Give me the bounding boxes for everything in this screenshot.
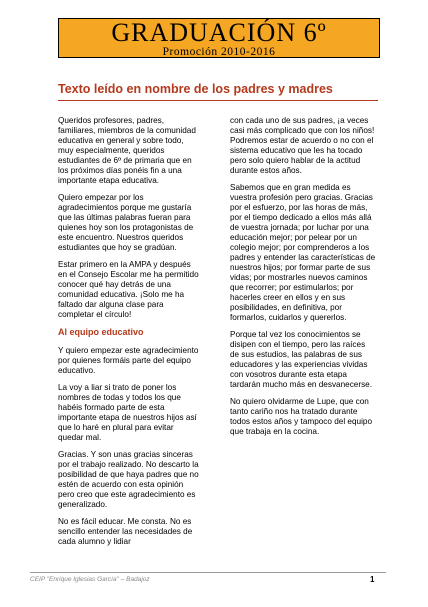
graduation-banner bbox=[58, 18, 380, 58]
paragraph: Porque tal vez los conocimientos se disipen con el tiempo, pero las raíces de sus estudios, las palabras de sus educadores y las experiencias vividas con vosotros durante esta etapa tardarán mucho más en desvanecerse. bbox=[230, 330, 372, 389]
paragraph: No quiero olvidarme de Lupe, que con tanto cariño nos ha tratado durante todos estos años y tampoco del equipo que trabaja en la cocina. bbox=[230, 397, 373, 436]
paragraph: con cada uno de sus padres, ¡a veces casi más complicado que con los niños! Podremos estar de acuerdo o no con el sistema educativo que les ha tocado pero solo quiero hablar de la actitud durante estos años. bbox=[230, 116, 375, 175]
banner-subtitle: Promoción 2010-2016 bbox=[162, 46, 276, 58]
page-number: 1 bbox=[370, 575, 375, 584]
section-heading: Al equipo educativo bbox=[58, 327, 144, 337]
paragraph: No es fácil educar. Me consta. No es sencillo entender las necesidades de cada alumno y lidiar bbox=[58, 517, 193, 546]
banner-title: GRADUACIÓN 6º bbox=[111, 18, 327, 47]
paragraph: Y quiero empezar este agradecimiento por quienes formáis parte del equipo educativo. bbox=[58, 346, 199, 375]
paragraph: Gracias. Y son unas gracias sinceras por el trabajo realizado. No descarto la posibilidad de que haya padres que no estén de acuerdo con esta opinión pero creo que este agradecimiento es generalizado. bbox=[58, 450, 199, 509]
left-column bbox=[58, 116, 200, 547]
document-title: Texto leído en nombre de los padres y madres bbox=[58, 82, 333, 96]
footer-divider bbox=[30, 572, 386, 573]
title-underline bbox=[58, 100, 378, 101]
paragraph: Estar primero en la AMPA y después en el Consejo Escolar me ha permitido conocer qué hay detrás de una comunidad educativa. ¡Solo me ha faltado dar alguna clase para completar el círculo! bbox=[58, 260, 199, 319]
paragraph: La voy a liar si trato de poner los nombres de todas y todos los que habéis formado parte de esta importante etapa de nuestros hijos así que lo haré en plural para evitar quedar mal. bbox=[58, 383, 197, 442]
right-column bbox=[230, 116, 376, 437]
paragraph: Quiero empezar por los agradecimientos porque me gustaría que las últimas palabras fueran para quienes hoy son los protagonistas de este encuentro. Nuestros queridos estudiantes que hoy se gradúan. bbox=[58, 193, 194, 252]
footer-school-name: CEIP "Enrique Iglesias García" – Badajoz bbox=[30, 576, 150, 583]
paragraph: Sabemos que en gran medida es vuestra profesión pero gracias. Gracias por el esfuerzo, por las horas de más, por el tiempo dedicado a ellos más allá de vuestra jornada; por luchar por una educación mejor; por pelear por un colegio mejor; por comprenderos a los padres y entender las características de nuestros hijos; por formar parte de sus vidas; por mostrarles nuevos caminos que recorrer; por estimularlos; por hacerles creer en ellos y en sus posibilidades, en definitiva, por formarlos, cuidarlos y quererlos. bbox=[230, 183, 376, 322]
paragraph: Queridos profesores, padres, familiares, miembros de la comunidad educativa en general y sobre todo, muy especialmente, queridos estudiantes de 6º de primaria que en los próximos días ponéis fin a una importante etapa educativa. bbox=[58, 116, 196, 185]
